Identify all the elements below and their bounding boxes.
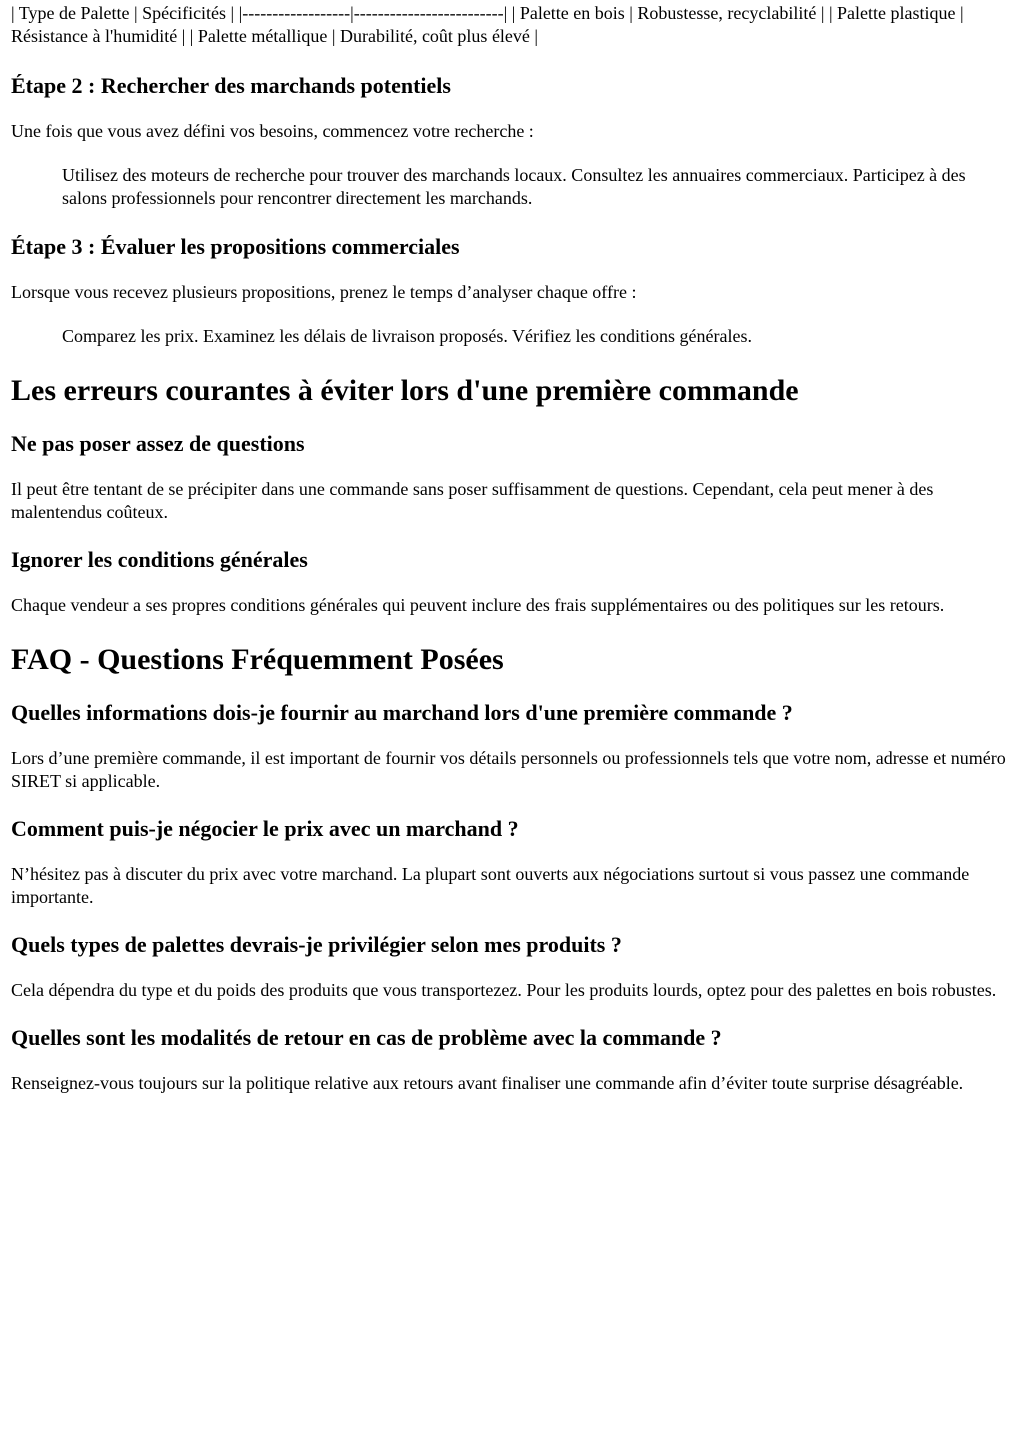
- step2-intro: Une fois que vous avez défini vos besoins, commencez votre recherche :: [11, 121, 534, 141]
- faq-question: Quelles informations dois-je fournir au marchand lors d'une première commande ?: [11, 700, 793, 725]
- error-item-text: Il peut être tentant de se précipiter dans une commande sans poser suffisamment de questions. Cependant, cela peut mener à des malentendus coûteux.: [11, 479, 934, 522]
- error-item-text: Chaque vendeur a ses propres conditions générales qui peuvent inclure des frais supplémentaires ou des politiques sur les retours.: [11, 595, 945, 615]
- step2-heading: Étape 2 : Rechercher des marchands potentiels: [11, 73, 451, 98]
- palette-table-text: | Type de Palette | Spécificités | |------------------|-------------------------| | Palette en bois | Robustesse, recyclabilité | | Palette plastique | Résistance à l'humidité | | Palette métallique | Durabilité, coût plus élevé |: [11, 3, 964, 46]
- faq-question: Quelles sont les modalités de retour en cas de problème avec la commande ?: [11, 1025, 722, 1050]
- faq-answer: N’hésitez pas à discuter du prix avec votre marchand. La plupart sont ouverts aux négociations surtout si vous passez une commande importante.: [11, 864, 970, 907]
- step3-intro: Lorsque vous recevez plusieurs propositions, prenez le temps d’analyser chaque offre :: [11, 282, 637, 302]
- faq-answer: Lors d’une première commande, il est important de fournir vos détails personnels ou professionnels tels que votre nom, adresse et numéro SIRET si applicable.: [11, 748, 1006, 791]
- error-item-title: Ne pas poser assez de questions: [11, 431, 305, 456]
- errors-heading: Les erreurs courantes à éviter lors d'une première commande: [11, 374, 799, 407]
- faq-answer: Renseignez-vous toujours sur la politique relative aux retours avant finaliser une commande afin d’éviter toute surprise désagréable.: [11, 1073, 964, 1093]
- faq-question: Comment puis-je négocier le prix avec un marchand ?: [11, 816, 519, 841]
- faq-answer: Cela dépendra du type et du poids des produits que vous transportezez. Pour les produits lourds, optez pour des palettes en bois robustes.: [11, 980, 997, 1000]
- faq-question: Quels types de palettes devrais-je privilégier selon mes produits ?: [11, 932, 622, 957]
- step3-quote: Comparez les prix. Examinez les délais de livraison proposés. Vérifiez les conditions générales.: [62, 326, 752, 346]
- step2-quote: Utilisez des moteurs de recherche pour trouver des marchands locaux. Consultez les annuaires commerciaux. Participez à des salons professionnels pour rencontrer directement les marchands.: [62, 165, 966, 208]
- article-content: [11, 2, 1013, 1095]
- step3-heading: Étape 3 : Évaluer les propositions commerciales: [11, 234, 460, 259]
- faq-heading: FAQ - Questions Fréquemment Posées: [11, 643, 504, 676]
- error-item-title: Ignorer les conditions générales: [11, 547, 308, 572]
